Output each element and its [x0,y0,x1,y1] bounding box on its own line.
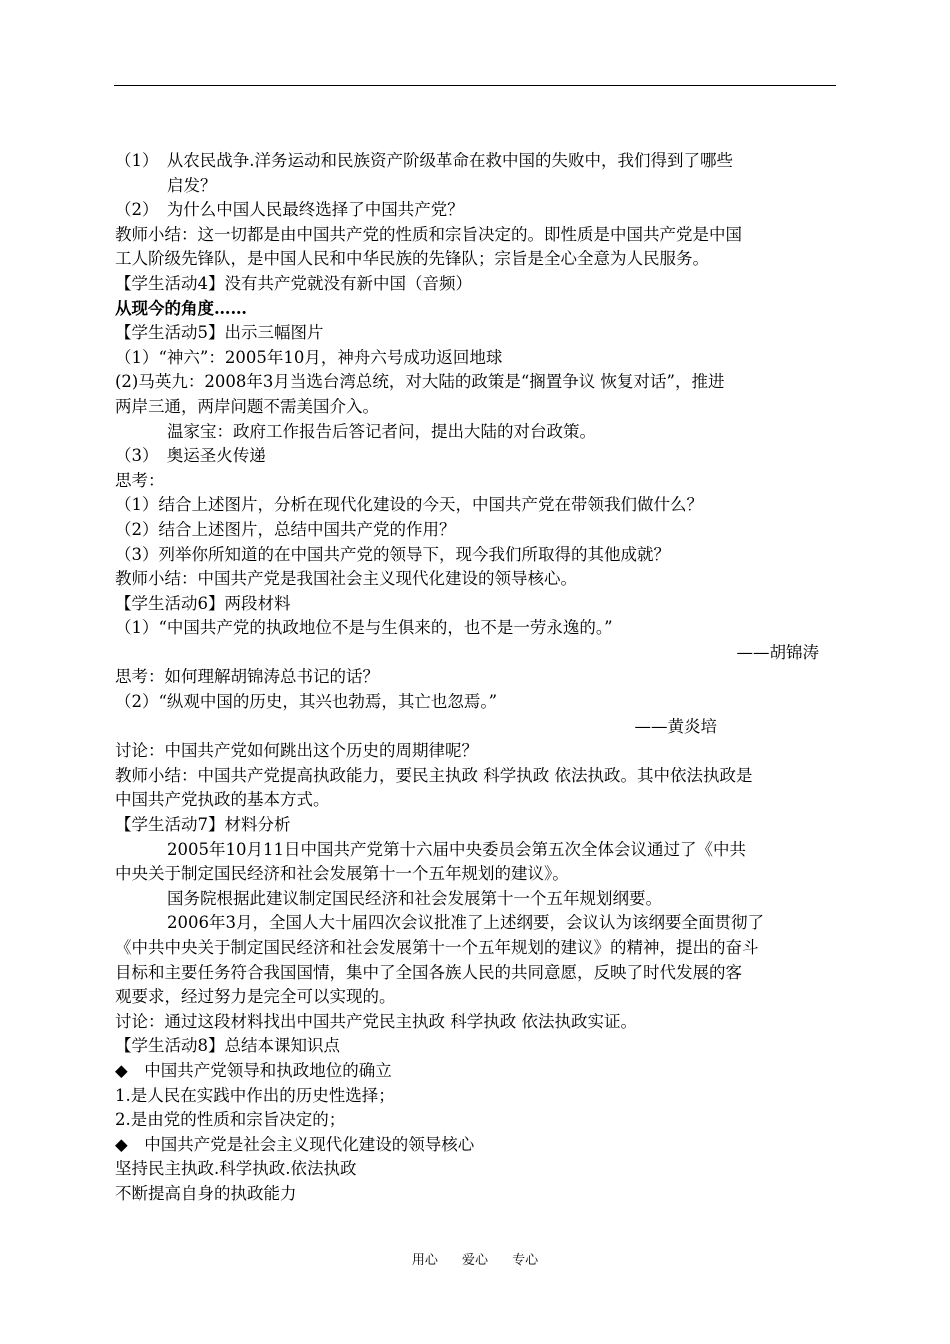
think-label-1: 思考： [115,470,165,490]
material-paragraph-1-line-1: 2005年10月11日中国共产党第十六届中央委员会第五次全体会议通过了《中共 [167,839,746,859]
teacher-summary-3-line-2: 中国共产党执政的基本方式。 [115,790,330,810]
footer-text-2: 爱心 [461,1253,488,1268]
teacher-summary-2: 教师小结：中国共产党是我国社会主义现代化建设的领导核心。 [115,569,577,589]
material-paragraph-2: 国务院根据此建议制定国民经济和社会发展第十一个五年规划纲要。 [167,888,662,908]
footer-text-3: 专心 [512,1253,539,1268]
knowledge-point-1: ◆ 中国共产党领导和执政地位的确立 [115,1060,392,1080]
teacher-summary-3-line-1: 教师小结：中国共产党提高执政能力，要民主执政 科学执政 依法执政。其中依法执政是 [115,765,753,785]
think-question-2: （2）结合上述图片，总结中国共产党的作用？ [115,519,456,539]
page-footer [0,1249,950,1268]
material-paragraph-3-line-3: 目标和主要任务符合我国国情，集中了全国各族人民的共同意愿，反映了时代发展的客 [115,962,742,982]
picture-3: （3） 奥运圣火传递 [115,446,266,466]
material-1-quote: （1）“中国共产党的执政地位不是与生俱来的，也不是一劳永逸的。” [115,618,613,638]
knowledge-point-1-item-2: 2.是由党的性质和宗旨决定的； [115,1110,346,1130]
knowledge-point-2-item-1: 坚持民主执政.科学执政.依法执政 [115,1159,357,1179]
student-activity-4: 【学生活动4】没有共产党就没有新中国（音频） [115,273,472,293]
section-heading: 从现今的角度…… [115,298,247,318]
material-2-signature: ——黄炎培 [634,716,717,736]
teacher-summary-1-line-2: 工人阶级先锋队，是中国人民和中华民族的先锋队；宗旨是全心全意为人民服务。 [115,249,709,269]
student-activity-5: 【学生活动5】出示三幅图片 [115,323,324,343]
question-1-line-2: 启发？ [167,175,217,195]
material-paragraph-3-line-2: 《中共中央关于制定国民经济和社会发展第十一个五年规划的建议》的精神，提出的奋斗 [115,938,759,957]
knowledge-point-2: ◆ 中国共产党是社会主义现代化建设的领导核心 [115,1134,475,1154]
material-paragraph-3-line-1: 2006年3月，全国人大十届四次会议批准了上述纲要，会议认为该纲要全面贯彻了 [167,913,764,933]
header-rule [114,85,836,86]
footer-text-1: 用心 [411,1253,438,1268]
knowledge-point-1-item-1: 1.是人民在实践中作出的历史性选择； [115,1085,395,1105]
picture-2-line-1: (2)马英九：2008年3月当选台湾总统，对大陆的政策是“搁置争议 恢复对话”，推进 [115,372,725,392]
picture-2-line-3: 温家宝：政府工作报告后答记者问，提出大陆的对台政策。 [167,421,596,441]
discussion-1: 讨论：中国共产党如何跳出这个历史的周期律呢？ [115,741,478,761]
student-activity-8: 【学生活动8】总结本课知识点 [115,1036,340,1056]
material-paragraph-1-line-2: 中央关于制定国民经济和社会发展第十一个五年规划的建议》。 [115,864,569,884]
material-1-signature: ——胡锦涛 [736,642,819,662]
knowledge-point-2-item-2: 不断提高自身的执政能力 [115,1183,297,1203]
picture-1: （1）“神六”：2005年10月，神舟六号成功返回地球 [115,347,503,367]
student-activity-6: 【学生活动6】两段材料 [115,593,291,613]
question-1-line-1: （1） 从农民战争.洋务运动和民族资产阶级革命在救中国的失败中，我们得到了哪些 [115,151,733,170]
question-2: （2） 为什么中国人民最终选择了中国共产党？ [115,200,464,220]
picture-2-line-2: 两岸三通，两岸问题不需美国介入。 [115,396,379,416]
material-2-quote: （2）“纵观中国的历史，其兴也勃焉，其亡也忽焉。” [115,692,498,712]
material-paragraph-3-line-4: 观要求，经过努力是完全可以实现的。 [115,987,396,1007]
document-body [115,149,837,1207]
student-activity-7: 【学生活动7】材料分析 [115,815,291,835]
discussion-2: 讨论：通过这段材料找出中国共产党民主执政 科学执政 依法执政实证。 [115,1011,637,1031]
think-question-3: （3）列举你所知道的在中国共产党的领导下，现今我们所取得的其他成就？ [115,544,670,564]
think-question-1: （1）结合上述图片，分析在现代化建设的今天，中国共产党在带领我们做什么？ [115,495,703,515]
teacher-summary-1-line-1: 教师小结：这一切都是由中国共产党的性质和宗旨决定的。即性质是中国共产党是中国 [115,224,742,244]
think-label-2: 思考：如何理解胡锦涛总书记的话？ [115,667,379,687]
